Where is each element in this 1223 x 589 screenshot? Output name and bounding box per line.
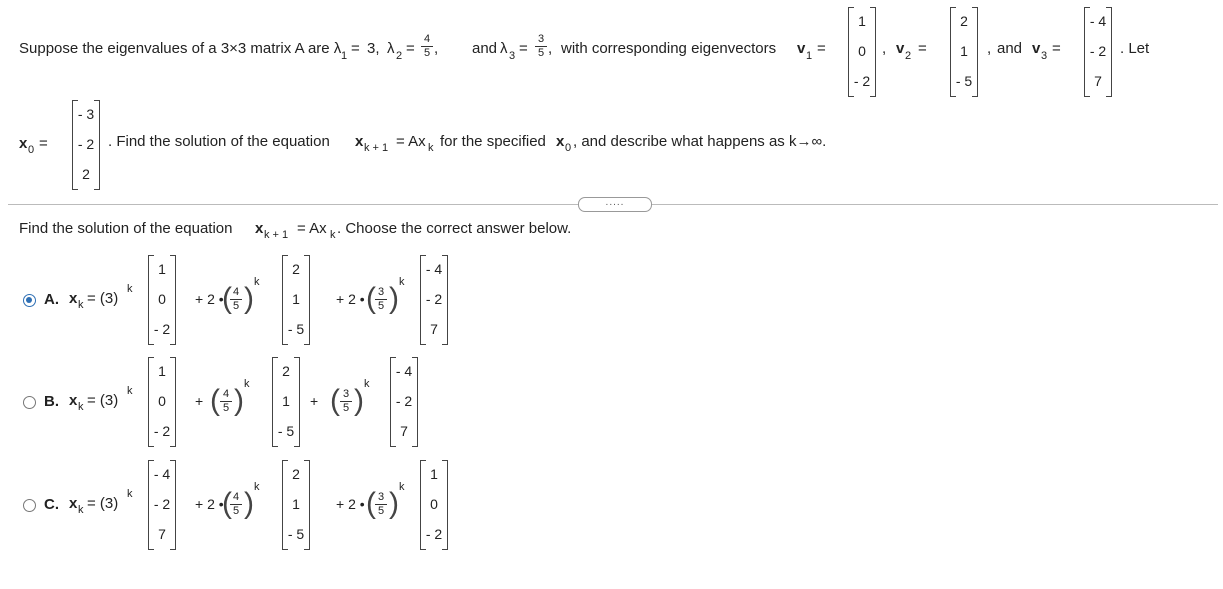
option-fraction-2 bbox=[340, 389, 352, 414]
matrix-entry: - 2 bbox=[153, 423, 171, 439]
lambda3-fraction bbox=[535, 34, 547, 59]
option-exponent: k bbox=[127, 488, 133, 500]
paren-right: ) bbox=[244, 487, 254, 520]
matrix-entry: - 2 bbox=[395, 393, 413, 409]
matrix-entry: - 5 bbox=[955, 73, 973, 89]
matrix-entry: 1 bbox=[430, 466, 438, 482]
prompt-choose-text: . Choose the correct answer below. bbox=[337, 220, 572, 237]
matrix-entry: - 2 bbox=[77, 136, 95, 152]
option-lhs-sub: k bbox=[78, 504, 84, 516]
fraction-denominator: 5 bbox=[232, 300, 240, 312]
matrix-entry: 1 bbox=[158, 363, 166, 379]
eq-sign: = bbox=[1052, 40, 1061, 57]
v3-label: v bbox=[1032, 40, 1041, 57]
fraction-numerator: 3 bbox=[377, 491, 385, 503]
option-vector-3 bbox=[420, 460, 448, 550]
expand-toggle[interactable]: ..... bbox=[578, 197, 652, 212]
v2-vector bbox=[950, 7, 978, 97]
fraction-numerator: 3 bbox=[537, 33, 545, 45]
option-vector-1 bbox=[148, 460, 176, 550]
prompt-eq-rhs: = Ax bbox=[297, 220, 327, 237]
matrix-entry: - 5 bbox=[287, 321, 305, 337]
matrix-entry: - 4 bbox=[395, 363, 413, 379]
option-vector-3 bbox=[390, 357, 418, 447]
matrix-entry: - 3 bbox=[77, 106, 95, 122]
eq-sign: = bbox=[918, 40, 927, 57]
fraction-denominator: 5 bbox=[537, 47, 545, 59]
option-coef: = (3) bbox=[87, 392, 119, 409]
paren-left: ( bbox=[210, 384, 220, 417]
matrix-entry: 0 bbox=[858, 43, 866, 59]
lambda1-sub: 1 bbox=[341, 50, 348, 62]
fraction-denominator: 5 bbox=[342, 402, 350, 414]
option-fraction-2 bbox=[375, 287, 387, 312]
fraction-numerator: 4 bbox=[232, 491, 240, 503]
matrix-entry: 1 bbox=[960, 43, 968, 59]
matrix-entry: 0 bbox=[158, 393, 166, 409]
v1-vector bbox=[848, 7, 876, 97]
matrix-entry: 1 bbox=[292, 496, 300, 512]
lambda3-sub: 3 bbox=[509, 50, 516, 62]
matrix-entry: 0 bbox=[158, 291, 166, 307]
prompt-text: Find the solution of the equation bbox=[19, 220, 233, 237]
eq-sign: = bbox=[351, 40, 360, 57]
x0-inline-label: x bbox=[556, 133, 565, 150]
fraction-numerator: 3 bbox=[377, 286, 385, 298]
lambda2-fraction bbox=[421, 34, 433, 59]
comma: , bbox=[882, 40, 887, 57]
eq-sign: = bbox=[519, 40, 528, 57]
eq-sign: = bbox=[406, 40, 415, 57]
option-plus: + bbox=[310, 393, 319, 409]
fraction-numerator: 4 bbox=[232, 286, 240, 298]
option-vector-1 bbox=[148, 255, 176, 345]
comma: , bbox=[987, 40, 992, 57]
fraction-numerator: 3 bbox=[342, 388, 350, 400]
option-vector-3 bbox=[420, 255, 448, 345]
matrix-entry: 7 bbox=[1094, 73, 1102, 89]
matrix-entry: - 5 bbox=[287, 526, 305, 542]
for-specified-text: for the specified bbox=[440, 133, 546, 150]
fraction-denominator: 5 bbox=[232, 505, 240, 517]
fraction-denominator: 5 bbox=[222, 402, 230, 414]
lambda2-symbol: λ bbox=[387, 40, 395, 57]
radio-button[interactable] bbox=[23, 294, 36, 307]
paren-right: ) bbox=[389, 282, 399, 315]
option-exponent: k bbox=[254, 276, 260, 288]
v2-label: v bbox=[896, 40, 905, 57]
matrix-entry: 1 bbox=[282, 393, 290, 409]
option-letter: A. bbox=[44, 291, 59, 308]
option-plus: + 2 • bbox=[195, 291, 224, 307]
matrix-entry: 2 bbox=[960, 13, 968, 29]
v1-sub: 1 bbox=[806, 50, 813, 62]
paren-right: ) bbox=[389, 487, 399, 520]
v3-sub: 3 bbox=[1041, 50, 1048, 62]
option-lhs: x bbox=[69, 392, 78, 409]
option-fraction-1 bbox=[220, 389, 232, 414]
and-text: and bbox=[997, 40, 1023, 57]
v1-label: v bbox=[797, 40, 806, 57]
matrix-entry: - 2 bbox=[153, 321, 171, 337]
matrix-entry: - 2 bbox=[1089, 43, 1107, 59]
option-plus: + 2 • bbox=[195, 496, 224, 512]
option-fraction-1 bbox=[230, 492, 242, 517]
option-exponent: k bbox=[254, 481, 260, 493]
option-lhs-sub: k bbox=[78, 299, 84, 311]
option-lhs: x bbox=[69, 495, 78, 512]
option-vector-1 bbox=[148, 357, 176, 447]
matrix-entry: 7 bbox=[430, 321, 438, 337]
option-fraction-1 bbox=[230, 287, 242, 312]
option-exponent: k bbox=[399, 481, 405, 493]
prompt-xk1-label: x bbox=[255, 220, 264, 237]
matrix-entry: 0 bbox=[430, 496, 438, 512]
and-text: and bbox=[472, 40, 498, 57]
option-exponent: k bbox=[364, 378, 370, 390]
paren-right: ) bbox=[244, 282, 254, 315]
option-plus: + bbox=[195, 393, 204, 409]
prompt-k-sub: k bbox=[330, 229, 336, 241]
option-vector-2 bbox=[282, 255, 310, 345]
option-vector-2 bbox=[282, 460, 310, 550]
x0-label: x bbox=[19, 135, 28, 152]
paren-left: ( bbox=[330, 384, 340, 417]
option-letter: B. bbox=[44, 393, 59, 410]
lambda2-sub: 2 bbox=[396, 50, 403, 62]
option-plus: + 2 • bbox=[336, 496, 365, 512]
matrix-entry: - 2 bbox=[425, 291, 443, 307]
option-fraction-2 bbox=[375, 492, 387, 517]
let-text: . Let bbox=[1120, 40, 1150, 57]
xk1-sub: k + 1 bbox=[364, 142, 389, 154]
matrix-entry: - 2 bbox=[853, 73, 871, 89]
fraction-denominator: 5 bbox=[377, 300, 385, 312]
paren-right: ) bbox=[234, 384, 244, 417]
fraction-denominator: 5 bbox=[377, 505, 385, 517]
option-plus: + 2 • bbox=[336, 291, 365, 307]
eq-sign: = bbox=[817, 40, 826, 57]
matrix-entry: 1 bbox=[158, 261, 166, 277]
comma: , bbox=[434, 40, 439, 57]
x0-sub: 0 bbox=[28, 144, 35, 156]
lambda1-value: 3, bbox=[367, 40, 380, 57]
xk-sub: k bbox=[428, 142, 434, 154]
option-lhs-sub: k bbox=[78, 401, 84, 413]
option-exponent: k bbox=[127, 283, 133, 295]
paren-left: ( bbox=[366, 282, 376, 315]
paren-left: ( bbox=[222, 487, 232, 520]
option-exponent: k bbox=[244, 378, 250, 390]
eq-sign: = bbox=[39, 135, 48, 152]
option-exponent: k bbox=[127, 385, 133, 397]
option-coef: = (3) bbox=[87, 495, 119, 512]
prompt-xk1-sub: k + 1 bbox=[264, 229, 289, 241]
matrix-entry: 7 bbox=[400, 423, 408, 439]
matrix-entry: 2 bbox=[82, 166, 90, 182]
x0-inline-sub: 0 bbox=[565, 142, 572, 154]
matrix-entry: - 4 bbox=[425, 261, 443, 277]
describe-text: , and describe what happens as k→∞. bbox=[573, 133, 827, 150]
matrix-entry: 2 bbox=[282, 363, 290, 379]
paren-left: ( bbox=[366, 487, 376, 520]
xk1-label: x bbox=[355, 133, 364, 150]
option-coef: = (3) bbox=[87, 290, 119, 307]
v2-sub: 2 bbox=[905, 50, 912, 62]
matrix-entry: - 2 bbox=[425, 526, 443, 542]
paren-left: ( bbox=[222, 282, 232, 315]
matrix-entry: 2 bbox=[292, 261, 300, 277]
matrix-entry: - 5 bbox=[277, 423, 295, 439]
radio-button[interactable] bbox=[23, 499, 36, 512]
matrix-entry: 1 bbox=[292, 291, 300, 307]
fraction-denominator: 5 bbox=[423, 47, 431, 59]
radio-button[interactable] bbox=[23, 396, 36, 409]
matrix-entry: - 2 bbox=[153, 496, 171, 512]
option-lhs: x bbox=[69, 290, 78, 307]
fraction-numerator: 4 bbox=[222, 388, 230, 400]
fraction-numerator: 4 bbox=[423, 33, 431, 45]
lambda3-symbol: λ bbox=[500, 40, 508, 57]
option-vector-2 bbox=[272, 357, 300, 447]
matrix-entry: 1 bbox=[858, 13, 866, 29]
option-letter: C. bbox=[44, 496, 59, 513]
matrix-entry: 7 bbox=[158, 526, 166, 542]
matrix-entry: - 4 bbox=[153, 466, 171, 482]
paren-right: ) bbox=[354, 384, 364, 417]
option-exponent: k bbox=[399, 276, 405, 288]
comma: , bbox=[548, 40, 553, 57]
eq-rhs: = Ax bbox=[396, 133, 426, 150]
matrix-entry: - 4 bbox=[1089, 13, 1107, 29]
matrix-entry: 2 bbox=[292, 466, 300, 482]
v3-vector bbox=[1084, 7, 1112, 97]
find-solution-text: . Find the solution of the equation bbox=[108, 133, 330, 150]
intro-text: Suppose the eigenvalues of a 3×3 matrix A are λ bbox=[19, 40, 342, 57]
x0-vector bbox=[72, 100, 100, 190]
eigenvectors-text: with corresponding eigenvectors bbox=[561, 40, 777, 57]
